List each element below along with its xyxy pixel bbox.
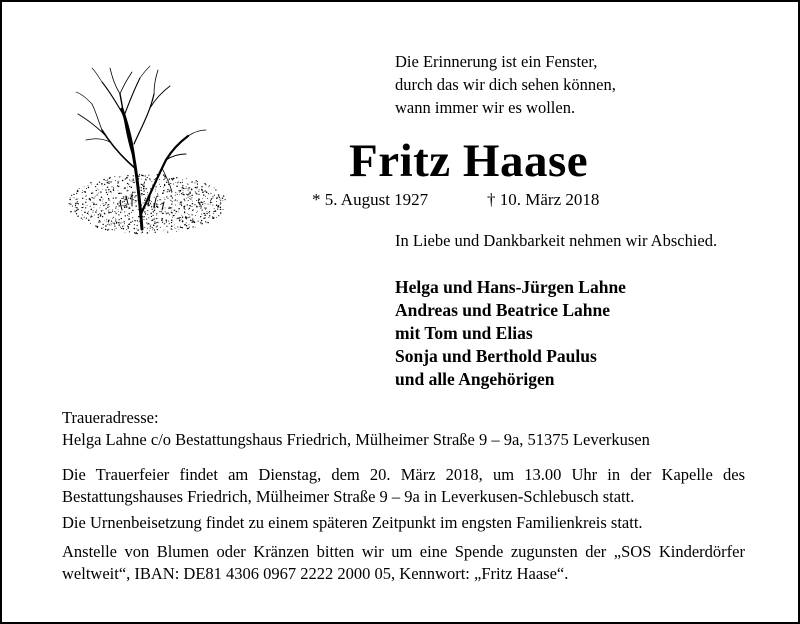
mourner-line: Sonja und Berthold Paulus [395,346,597,366]
mourning-address [62,407,745,451]
birth-date: * 5. August 1927 [312,190,429,209]
urn-paragraph: Die Urnenbeisetzung findet zu einem späteren Zeitpunkt im engsten Familienkreis statt. [62,513,643,532]
mourner-line: und alle Angehörigen [395,369,555,389]
address-label: Traueradresse: [62,408,159,427]
death-date: † 10. März 2018 [487,190,600,209]
tree-illustration [62,64,232,239]
ceremony-paragraph: Die Trauerfeier findet am Dienstag, dem 20. März 2018, um 13.00 Uhr in der Kapelle des Bestattungshauses Friedrich, Mülheimer Straße 9 – 9a in Leverkusen-Schlebusch statt. [62,465,745,506]
stipple-meadow [69,174,226,234]
mourners-list [395,276,626,391]
mourner-line: Andreas und Beatrice Lahne [395,300,611,320]
poem-line: Die Erinnerung ist ein Fenster, [395,52,598,71]
mourner-line: Helga und Hans-Jürgen Lahne [395,277,626,297]
donation-paragraph: Anstelle von Blumen oder Kränzen bitten wir um eine Spende zugunsten der „SOS Kinderdörfer weltweit“, IBAN: DE81 4306 0967 2222 2000 05, Kennwort: „Fritz Haase“. [62,542,745,583]
deceased-name: Fritz Haase [349,135,589,187]
poem-line: wann immer wir es wollen. [395,98,576,117]
memorial-poem [395,50,616,119]
farewell-line: In Liebe und Dankbarkeit nehmen wir Abschied. [395,231,718,250]
mourner-line: mit Tom und Elias [395,323,533,343]
address-line: Helga Lahne c/o Bestattungshaus Friedrich, Mülheimer Straße 9 – 9a, 51375 Leverkusen [62,430,650,449]
poem-line: durch das wir dich sehen können, [395,75,616,94]
